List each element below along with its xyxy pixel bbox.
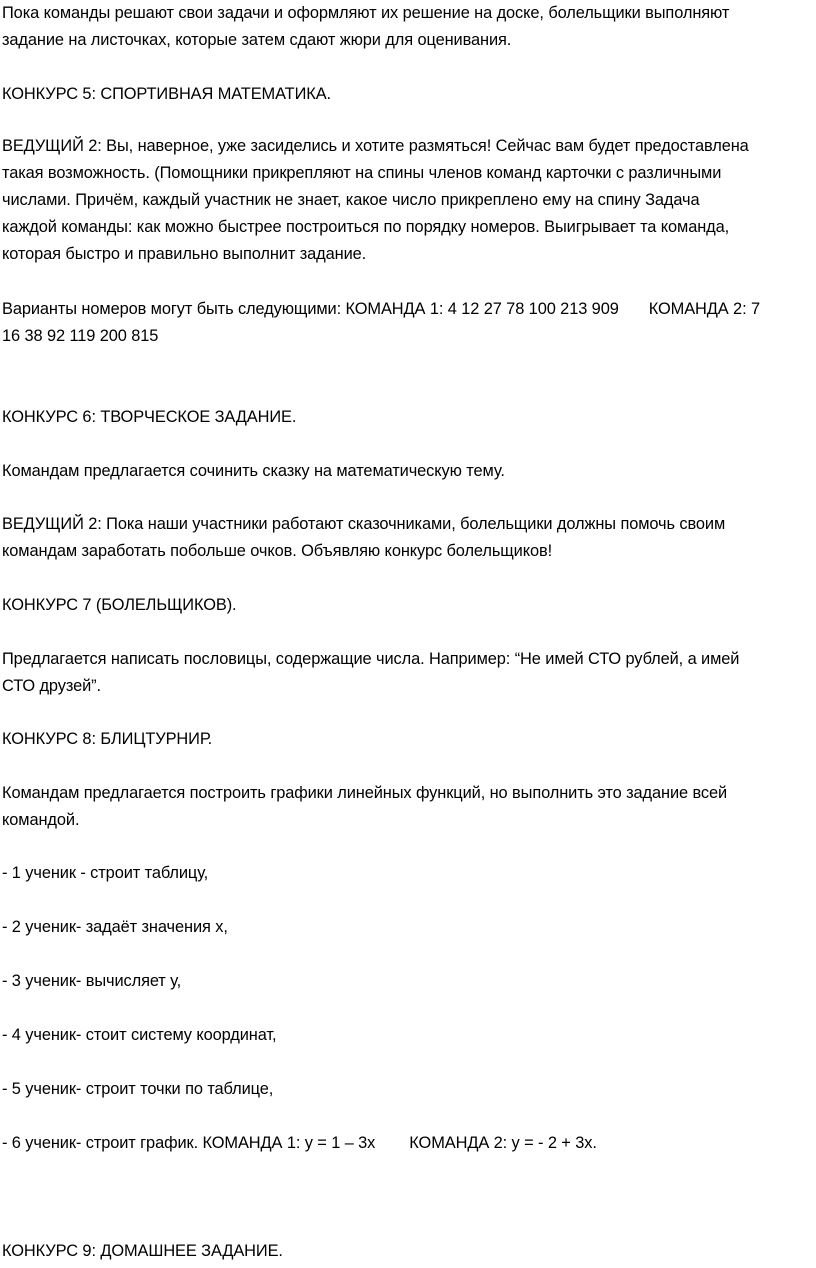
contest-6-heading [2, 404, 808, 431]
list-item: - 3 ученик- вычисляет у, [2, 972, 182, 990]
heading-text: КОНКУРС 9: ДОМАШНЕЕ ЗАДАНИЕ. [2, 1242, 283, 1260]
team-2-function: КОМАНДА 2: у = - 2 + 3х. [409, 1134, 597, 1152]
list-item: - 5 ученик- строит точки по таблице, [2, 1080, 274, 1098]
contest-8-task [2, 780, 808, 834]
heading-text: КОНКУРС 8: БЛИЦТУРНИР. [2, 730, 213, 748]
list-item: - 2 ученик- задаёт значения х, [2, 918, 228, 936]
text-line: задание на листочках, которые затем сдают жюри для оценивания. [2, 31, 512, 49]
text-line: Командам предлагается построить графики линейных функций, но выполнить это задание всей [2, 784, 728, 802]
contest-6-task [2, 458, 808, 485]
list-item: - 4 ученик- стоит систему координат, [2, 1026, 277, 1044]
contest-8-heading [2, 726, 808, 753]
number-variants-paragraph [2, 296, 808, 350]
text-line: СТО друзей”. [2, 677, 101, 695]
text-line: ВЕДУЩИЙ 2: Вы, наверное, уже засиделись и хотите размяться! Сейчас вам будет предоставлена [2, 137, 749, 155]
text-line: Предлагается написать пословицы, содержащие числа. Например: “Не имей СТО рублей, а имей [2, 650, 740, 668]
list-item [2, 1130, 808, 1157]
contest-5-heading [2, 81, 808, 108]
host-2-speech-paragraph [2, 133, 808, 268]
text-line: 16 38 92 119 200 815 [2, 327, 159, 345]
text-line: числами. Причём, каждый участник не знает, какое число прикреплено ему на спину Задача [2, 191, 700, 209]
heading-text: КОНКУРС 6: ТВОРЧЕСКОЕ ЗАДАНИЕ. [2, 408, 297, 426]
student-role-1 [2, 860, 808, 887]
heading-text: КОНКУРС 5: СПОРТИВНАЯ МАТЕМАТИКА. [2, 85, 331, 103]
text-line: каждой команды: как можно быстрее построиться по порядку номеров. Выигрывает та команда, [2, 218, 730, 236]
text-line: командам заработать побольше очков. Объявляю конкурс болельщиков! [2, 542, 553, 560]
student-role-2 [2, 914, 808, 941]
text-line: такая возможность. (Помощники прикрепляют на спины членов команд карточки с различными [2, 164, 722, 182]
role-6-team-1-function: - 6 ученик- строит график. КОМАНДА 1: у = 1 – 3х [2, 1134, 376, 1152]
text-line: командой. [2, 811, 80, 829]
intro-paragraph [2, 0, 808, 54]
student-role-6 [2, 1130, 808, 1157]
text-line: ВЕДУЩИЙ 2: Пока наши участники работают сказочниками, болельщики должны помочь своим [2, 515, 726, 533]
text-line [2, 296, 808, 323]
contest-7-task [2, 646, 808, 700]
heading-text: КОНКУРС 7 (БОЛЕЛЬЩИКОВ). [2, 596, 237, 614]
host-2-fans-paragraph [2, 511, 808, 565]
contest-9-heading [2, 1238, 808, 1265]
student-role-4 [2, 1022, 808, 1049]
student-role-3 [2, 968, 808, 995]
team-1-numbers: Варианты номеров могут быть следующими: КОМАНДА 1: 4 12 27 78 100 213 909 [2, 300, 619, 318]
student-role-5 [2, 1076, 808, 1103]
text-line: Командам предлагается сочинить сказку на математическую тему. [2, 462, 505, 480]
text-line: которая быстро и правильно выполнит задание. [2, 245, 367, 263]
team-2-numbers-start: КОМАНДА 2: 7 [648, 300, 760, 318]
list-item: - 1 ученик - строит таблицу, [2, 864, 209, 882]
contest-7-heading [2, 592, 808, 619]
text-line: Пока команды решают свои задачи и оформляют их решение на доске, болельщики выполняют [2, 4, 730, 22]
